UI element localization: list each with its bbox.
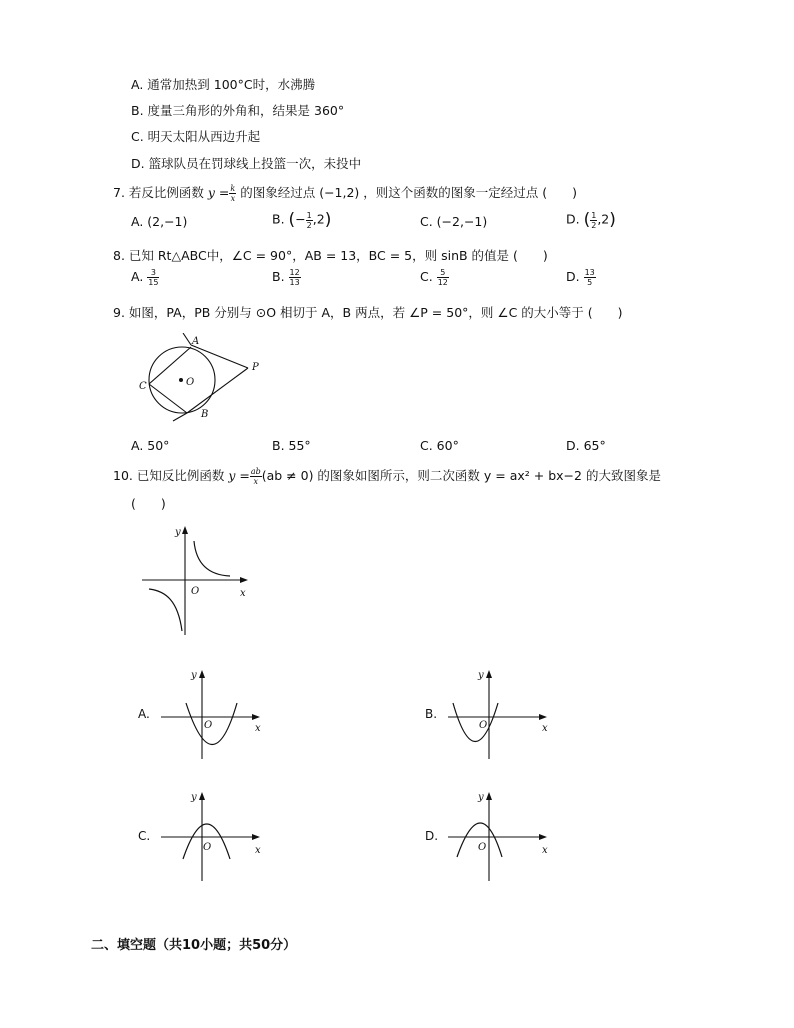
q7-option-b-num: 1 <box>306 210 312 220</box>
q10-c-label-o: O <box>203 842 212 853</box>
q10-option-c-label: C. <box>138 829 151 843</box>
q9-tangent-pa-ext <box>183 333 191 345</box>
q8-option-c-label: C. <box>420 269 433 284</box>
q9-tangent-pb-ext <box>173 413 187 421</box>
q9-label-b: B <box>201 409 209 420</box>
q10-c-y-arrow <box>199 792 205 800</box>
q10-answer-paren: ( ) <box>131 496 166 511</box>
q7-frac-den: x <box>230 194 236 203</box>
q7-option-c: C. (−2,−1) <box>420 214 488 229</box>
q8-option-a-den: 15 <box>148 278 159 287</box>
q10-d-label-y: y <box>478 792 484 803</box>
section-2-title: 二、填空题（共10小题；共50分） <box>91 938 297 953</box>
q7-stem <box>113 183 577 203</box>
q10-a-label-y: y <box>191 670 197 681</box>
q10-hyp-branch-q1 <box>194 541 230 576</box>
q10-c-label-y: y <box>191 792 197 803</box>
q10-option-d-label: D. <box>425 829 439 843</box>
q10-option-d-graph <box>444 787 554 885</box>
q10-stem-prefix: 10. 已知反比例函数 <box>113 468 229 483</box>
q8-option-c <box>420 268 449 287</box>
q8-option-a-fraction <box>147 268 159 287</box>
q9-chord-ca <box>149 347 191 384</box>
q8-option-d <box>566 268 596 287</box>
q9-option-c: C. 60° <box>420 438 459 453</box>
q9-center-dot <box>179 378 183 382</box>
q8-option-b-fraction <box>289 268 301 287</box>
q7-option-b-sign: − <box>295 211 306 227</box>
q9-tangent-pb <box>187 368 248 413</box>
q9-option-a: A. 50° <box>131 438 170 453</box>
q7-option-d-num: 1 <box>591 210 597 220</box>
q10-option-b-label: B. <box>425 707 438 721</box>
q6-option-b: B. 度量三角形的外角和，结果是 360° <box>131 103 345 118</box>
q8-option-b-den: 13 <box>289 278 300 287</box>
q10-stem-func: y = <box>228 468 250 483</box>
q10-b-y-arrow <box>486 670 492 678</box>
q10-b-label-x: x <box>542 723 548 734</box>
q10-option-c-graph <box>157 787 267 885</box>
q9-label-p: P <box>252 362 259 373</box>
q9-stem: 9. 如图，PA，PB 分别与 ⊙O 相切于 A，B 两点，若 ∠P = 50°，则 ∠C 的大小等于 ( ) <box>113 305 623 320</box>
q8-option-d-num: 13 <box>584 268 595 277</box>
q8-option-c-den: 12 <box>437 278 448 287</box>
q7-frac-num: k <box>230 184 236 193</box>
q10-hyp-y-arrow <box>182 526 188 534</box>
q10-b-label-y: y <box>478 670 484 681</box>
q8-stem: 8. 已知 Rt△ABC中，∠C = 90°，AB = 13，BC = 5，则 sinB 的值是 ( ) <box>113 248 548 263</box>
q10-a-label-o: O <box>204 720 213 731</box>
q8-option-a <box>131 268 159 287</box>
q10-c-label-x: x <box>255 845 261 856</box>
q10-d-label-o: O <box>478 842 487 853</box>
q8-option-c-fraction <box>437 268 449 287</box>
q10-fraction <box>250 467 262 486</box>
q7-option-d-label: D. <box>566 211 580 227</box>
q9-option-d: D. 65° <box>566 438 606 453</box>
q10-b-label-o: O <box>479 720 488 731</box>
q10-option-a-graph <box>157 665 267 763</box>
q8-option-d-label: D. <box>566 269 580 284</box>
q7-option-b-rest: ,2 <box>312 211 325 227</box>
q10-stem-suffix: (ab ≠ 0) 的图象如图所示，则二次函数 y = ax² + bx−2 的大致图象是 <box>261 468 661 483</box>
q8-option-c-num: 5 <box>437 268 449 278</box>
q7-option-d-den: 2 <box>591 220 597 230</box>
q9-label-o: O <box>186 377 195 388</box>
q10-c-x-arrow <box>252 834 260 840</box>
q10-option-a-label: A. <box>138 707 150 721</box>
q8-option-d-fraction <box>584 268 596 287</box>
q10-b-x-arrow <box>539 714 547 720</box>
q10-hyp-x-arrow <box>240 577 248 583</box>
q7-option-d-rest: ,2 <box>597 211 610 227</box>
q9-option-b: B. 55° <box>272 438 311 453</box>
q10-frac-num: ab <box>250 467 261 476</box>
q9-circle-tangent-figure <box>135 333 265 423</box>
q10-option-b-graph <box>444 665 554 763</box>
q10-hyp-branch-q3 <box>149 589 182 631</box>
q7-option-d: D. ( $\frac{1}{2}$ ,2) <box>566 210 616 230</box>
q7-option-b: B. (− $\frac{1}{2}$ ,2) <box>272 210 332 230</box>
q7-stem-func: y = <box>207 185 230 200</box>
q10-a-x-arrow <box>252 714 260 720</box>
q7-option-a: A. (2,−1) <box>131 214 188 229</box>
q10-frac-den: x <box>253 477 259 486</box>
q9-label-c: C <box>139 381 147 392</box>
q9-tangent-pa <box>191 345 248 368</box>
q10-d-y-arrow <box>486 792 492 800</box>
q8-option-b <box>272 268 301 287</box>
q10-a-label-x: x <box>255 723 261 734</box>
q8-option-d-den: 5 <box>587 278 593 287</box>
q7-option-b-den: 2 <box>306 220 312 230</box>
q8-option-a-num: 3 <box>147 268 159 278</box>
q7-option-b-fraction <box>306 211 313 230</box>
q8-option-b-label: B. <box>272 269 285 284</box>
q10-hyperbola-graph <box>138 523 253 638</box>
q10-b-parabola <box>453 703 498 742</box>
q7-option-b-label: B. <box>272 211 285 227</box>
q10-a-y-arrow <box>199 670 205 678</box>
q9-label-a: A <box>192 336 200 347</box>
q8-option-a-label: A. <box>131 269 144 284</box>
q10-hyp-label-y: y <box>175 527 181 538</box>
q10-d-x-arrow <box>539 834 547 840</box>
q10-d-label-x: x <box>542 845 548 856</box>
q7-stem-prefix: 7. 若反比例函数 <box>113 185 208 200</box>
q10-stem <box>113 466 661 486</box>
q10-hyp-label-x: x <box>240 588 246 599</box>
q10-hyp-label-o: O <box>191 586 200 597</box>
q6-option-d: D. 篮球队员在罚球线上投篮一次，未投中 <box>131 156 362 171</box>
q6-option-a: A. 通常加热到 100°C时，水沸腾 <box>131 77 316 92</box>
q7-stem-suffix: 的图象经过点 (−1,2) ，则这个函数的图象一定经过点 ( ) <box>236 185 578 200</box>
q8-option-b-num: 12 <box>289 268 300 277</box>
q6-option-c: C. 明天太阳从西边升起 <box>131 129 261 144</box>
